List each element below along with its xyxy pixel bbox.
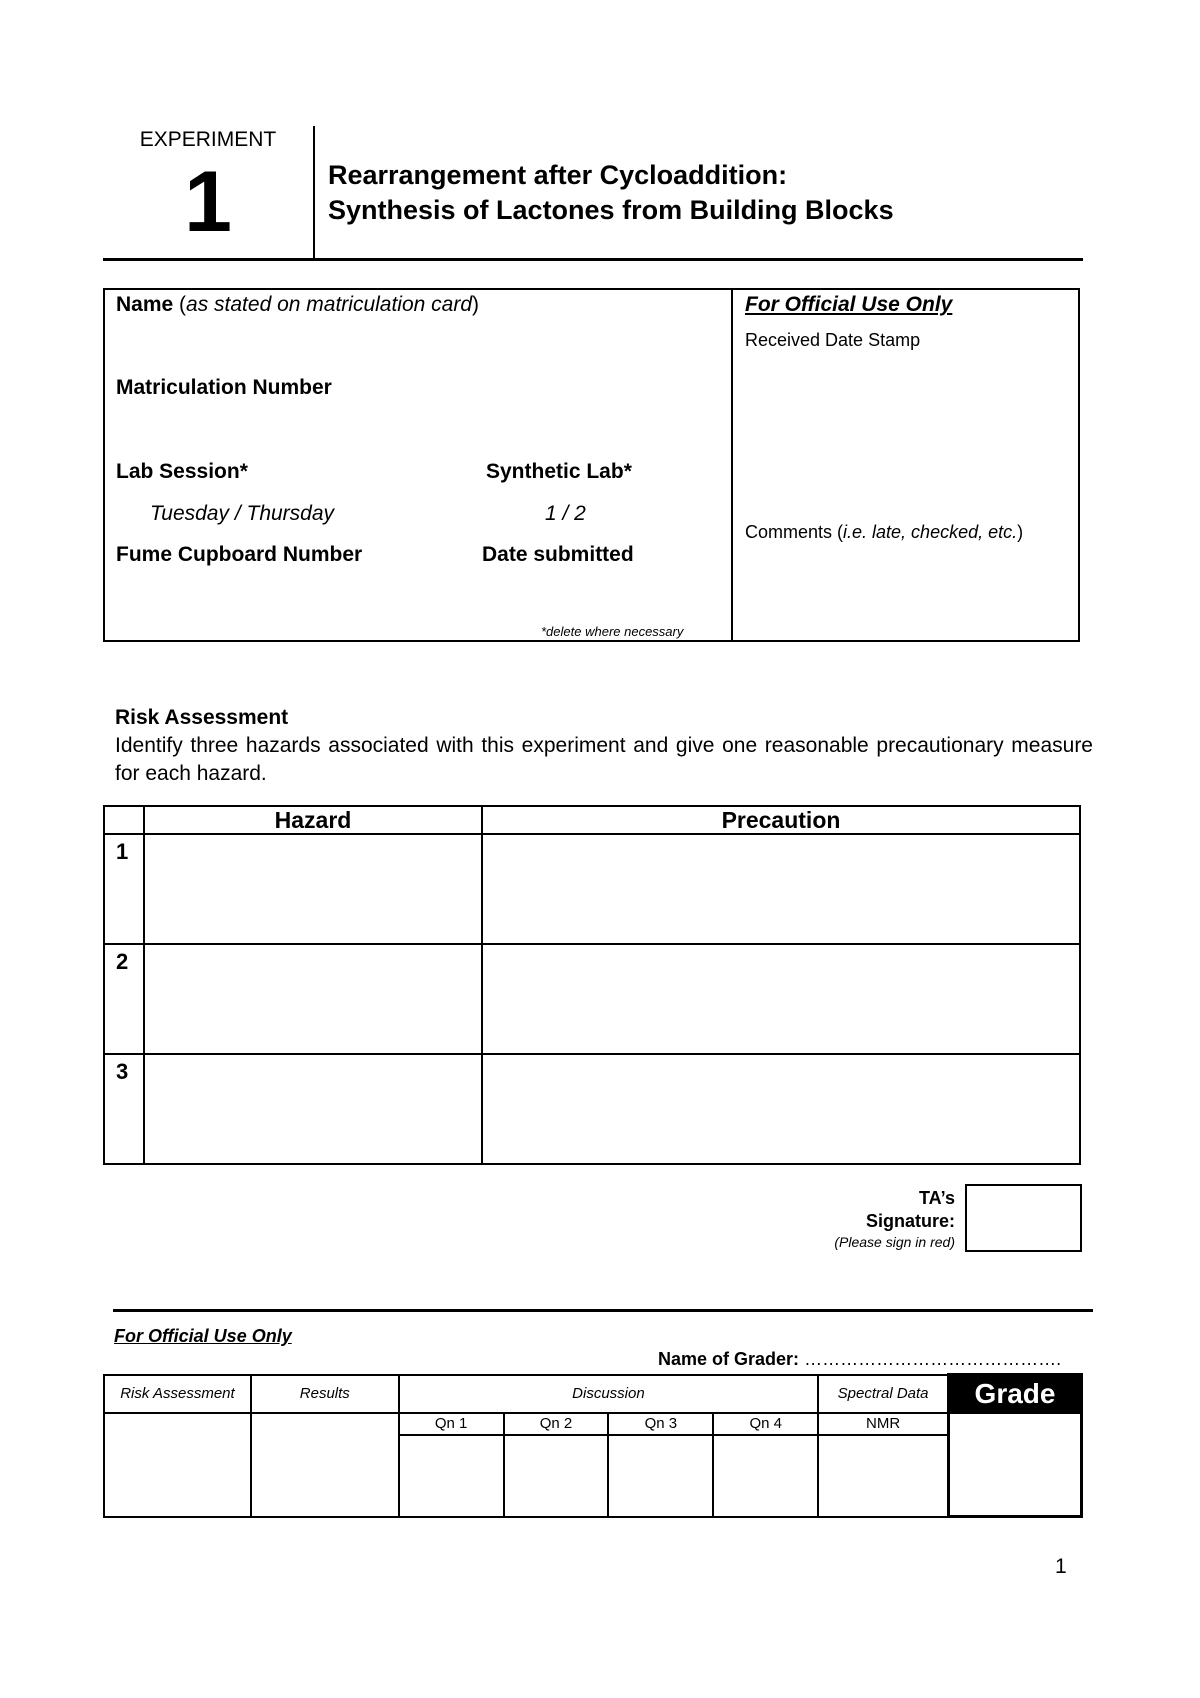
hazard-row bbox=[104, 944, 1080, 1054]
synthetic-lab-options[interactable]: 1 / 2 bbox=[545, 502, 586, 525]
hazard-cell[interactable] bbox=[144, 944, 482, 1054]
page-number: 1 bbox=[1055, 1555, 1067, 1578]
header-divider bbox=[313, 126, 315, 258]
matric-label[interactable]: Matriculation Number bbox=[116, 376, 332, 399]
experiment-number: 1 bbox=[184, 154, 232, 250]
student-info-box bbox=[103, 288, 1080, 642]
nmr-header: NMR bbox=[818, 1413, 948, 1435]
grader-name-field[interactable] bbox=[658, 1349, 1061, 1370]
hazard-header: Hazard bbox=[144, 806, 482, 834]
results-score[interactable] bbox=[251, 1413, 399, 1517]
hazard-row bbox=[104, 1054, 1080, 1164]
name-hint: as stated on matriculation card bbox=[186, 293, 473, 316]
hazard-cell[interactable] bbox=[144, 1054, 482, 1164]
grade-score[interactable] bbox=[949, 1413, 1082, 1517]
delete-note: *delete where necessary bbox=[541, 624, 684, 639]
precaution-header: Precaution bbox=[482, 806, 1080, 834]
experiment-title-line2: Synthesis of Lactones from Building Blocks bbox=[328, 195, 894, 225]
risk-assessment-score[interactable] bbox=[104, 1413, 251, 1517]
risk-assessment-col: Risk Assessment bbox=[104, 1375, 251, 1413]
synthetic-lab-label[interactable]: Synthetic Lab* bbox=[486, 460, 632, 483]
qn-score[interactable] bbox=[713, 1435, 818, 1517]
name-field[interactable]: Name (as stated on matriculation card) bbox=[116, 293, 480, 316]
grading-table bbox=[103, 1373, 1083, 1518]
ta-signature-note: (Please sign in red) bbox=[834, 1234, 955, 1250]
qn-header: Qn 3 bbox=[608, 1413, 713, 1435]
hazard-row-number: 2 bbox=[104, 944, 144, 1054]
hazard-row-number: 3 bbox=[104, 1054, 144, 1164]
precaution-cell[interactable] bbox=[482, 1054, 1080, 1164]
grader-label: Name of Grader: bbox=[658, 1349, 800, 1369]
lab-session-options[interactable]: Tuesday / Thursday bbox=[150, 502, 335, 525]
qn-score[interactable] bbox=[399, 1435, 504, 1517]
qn-header: Qn 1 bbox=[399, 1413, 504, 1435]
fume-cupboard-label[interactable]: Fume Cupboard Number bbox=[116, 543, 363, 566]
experiment-title-line1: Rearrangement after Cycloaddition: bbox=[328, 160, 788, 190]
header-rule bbox=[103, 258, 1083, 261]
qn-score[interactable] bbox=[608, 1435, 713, 1517]
qn-score[interactable] bbox=[504, 1435, 609, 1517]
spectral-data-col: Spectral Data bbox=[818, 1375, 948, 1413]
ta-signature-box[interactable] bbox=[965, 1184, 1082, 1252]
hazard-row bbox=[104, 834, 1080, 944]
received-date-stamp: Received Date Stamp bbox=[745, 330, 921, 350]
grade-header: Grade bbox=[949, 1375, 1082, 1413]
info-box-divider bbox=[731, 290, 733, 640]
hazard-row-number: 1 bbox=[104, 834, 144, 944]
hazard-table bbox=[103, 805, 1081, 1165]
nmr-score[interactable] bbox=[818, 1435, 948, 1517]
hazard-table-corner bbox=[104, 806, 144, 834]
qn-header: Qn 4 bbox=[713, 1413, 818, 1435]
discussion-col: Discussion bbox=[399, 1375, 818, 1413]
precaution-cell[interactable] bbox=[482, 834, 1080, 944]
risk-assessment-title: Risk Assessment bbox=[115, 706, 289, 729]
risk-instructions: Identify three hazards associated with this experiment and give one reasonable precautionary measure for each hazard. bbox=[115, 734, 1093, 785]
date-submitted-label[interactable]: Date submitted bbox=[482, 543, 634, 566]
lab-session-label[interactable]: Lab Session* bbox=[116, 460, 248, 483]
comments-label: Comments (i.e. late, checked, etc.) bbox=[745, 522, 1024, 542]
experiment-label: EXPERIMENT bbox=[139, 128, 277, 151]
ta-signature-label-2: Signature: bbox=[865, 1211, 955, 1231]
grading-rule bbox=[113, 1309, 1093, 1312]
hazard-cell[interactable] bbox=[144, 834, 482, 944]
qn-header: Qn 2 bbox=[504, 1413, 609, 1435]
ta-signature-label-1: TA’s bbox=[918, 1188, 955, 1208]
results-col: Results bbox=[251, 1375, 399, 1413]
precaution-cell[interactable] bbox=[482, 944, 1080, 1054]
official-use-title: For Official Use Only bbox=[745, 293, 953, 316]
grader-dots: ……………………………………. bbox=[804, 1349, 1062, 1369]
grading-official-title: For Official Use Only bbox=[114, 1326, 292, 1346]
name-label: Name bbox=[116, 293, 174, 316]
